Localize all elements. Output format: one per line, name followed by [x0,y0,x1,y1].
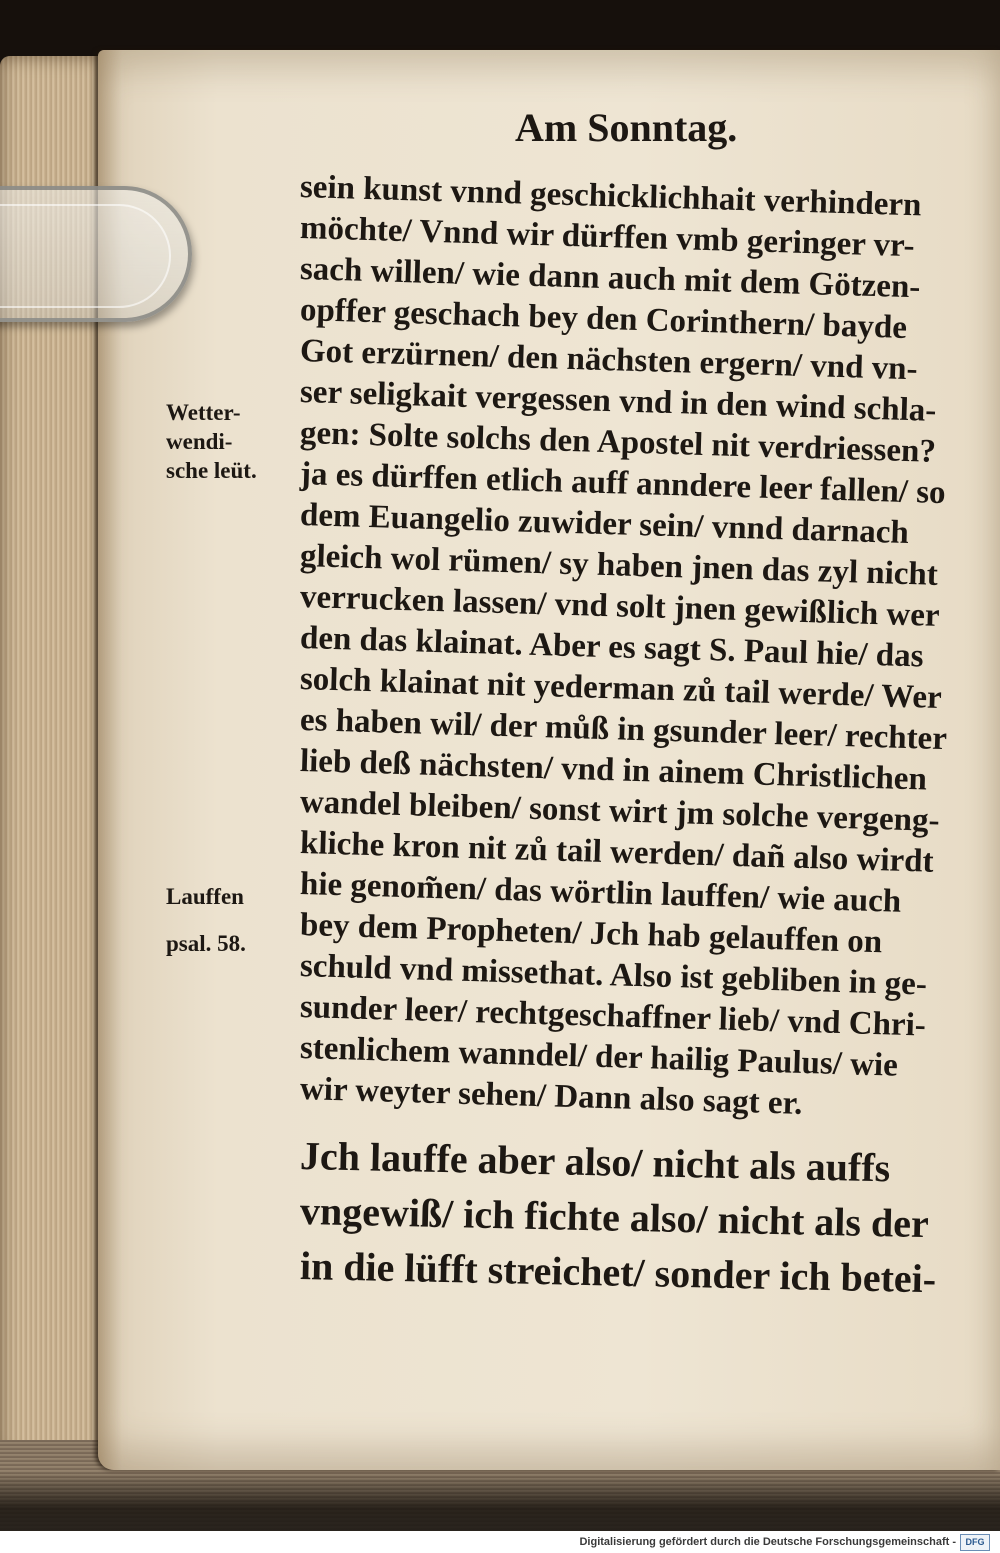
footer-credit: Digitalisierung gefördert durch die Deutsche Forschungsgemeinschaft - [579,1536,956,1548]
body-text-line: gleich wol rümen/ sy haben jnen das zyl nicht [299,538,939,593]
margin-note-line: Lauffen [166,884,244,909]
body-text-line: verrucken lassen/ vnd solt jnen gewißlich wer [299,579,941,634]
body-text-line: sunder leer/ rechtgeschaffner lieb/ vnd Chri- [299,989,927,1044]
body-text-line: kliche kron nit zů tail werden/ dañ also wirdt [299,825,935,880]
body-text-line: stenlichem wanndel/ der hailig Paulus/ wie [299,1030,899,1084]
page-clip-highlight [0,204,171,308]
body-text-line: den das klainat. Aber es sagt S. Paul hie/ das [299,620,925,675]
body-text-line: ja es dürffen etlich auff anndere leer fallen/ so [299,456,947,512]
body-text-line: sein kunst vnnd geschicklichhait verhindern [299,169,922,224]
body-text-line: bey dem Propheten/ Jch hab gelauffen on [299,907,883,961]
body-text-line: wandel bleiben/ sonst wirt jm solche vergeng- [299,784,941,839]
body-text-line: dem Euangelio zuwider sein/ vnnd darnach [299,497,910,552]
body-text-line: wir weyter sehen/ Dann also sagt er. [299,1071,803,1122]
body-text-line: es haben wil/ der můß in gsunder leer/ rechter [299,702,948,758]
scripture-line: Jch lauffe aber also/ nicht als auffs [299,1133,891,1191]
body-text-line: ser seligkait vergessen vnd in den wind schla- [299,374,937,429]
body-text-line: lieb deß nächsten/ vnd in ainem Christlichen [299,743,928,798]
margin-note-wetterwendische [166,398,257,485]
running-head: Am Sonntag. [515,105,738,150]
margin-note-line: sche leüt. [166,458,257,483]
scripture-line: in die lüfft streichet/ sonder ich betei- [299,1243,937,1302]
footer-bar [0,1531,1000,1553]
page-clip [0,186,192,322]
body-text-line: möchte/ Vnnd wir dürffen vmb geringer vr- [299,210,916,265]
body-text-line: hie genom̃en/ das wörtlin lauffen/ wie auch [299,866,902,920]
scripture-quote [299,1128,980,1302]
body-text-line: gen: Solte solchs den Apostel nit verdriessen? [299,415,937,470]
body-text-line: sach willen/ wie dann auch mit dem Götzen- [299,251,921,306]
body-text-line: schuld vnd missethat. Also ist gebliben in ge- [299,948,928,1003]
margin-note-line: psal. 58. [166,931,246,956]
scripture-line: vngewiß/ ich fichte also/ nicht als der [299,1188,930,1247]
body-text-line: opffer geschach bey den Corinthern/ bayde [299,292,908,347]
dfg-logo: DFG [960,1534,990,1551]
margin-note-lauffen [166,873,246,967]
margin-note-line: Wetter- [166,400,241,425]
margin-note-line: wendi- [166,429,233,454]
body-text [299,167,980,1122]
body-text-line: solch klainat nit yederman zů tail werde/ Wer [299,661,943,717]
body-text-line: Got erzürnen/ den nächsten ergern/ vnd vn- [299,333,919,388]
